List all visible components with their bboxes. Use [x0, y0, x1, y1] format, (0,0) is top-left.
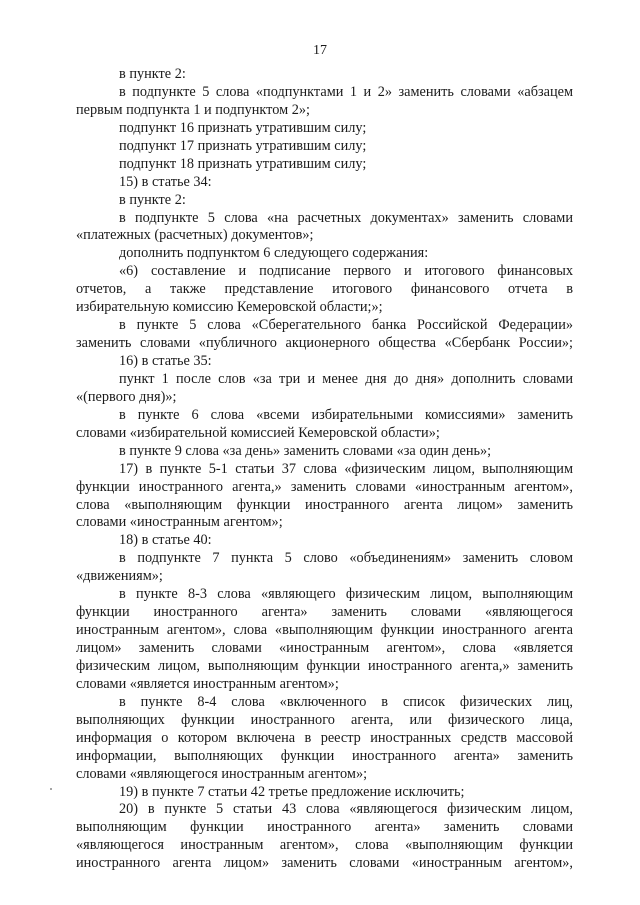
document-body	[76, 66, 573, 873]
text-line: функции иностранного агента» заменить словами «являющегося	[76, 604, 573, 621]
text-line: в пункте 6 слова «всеми избирательными комиссиями» заменить	[119, 406, 573, 423]
text-line: словами «иностранным агентом»;	[76, 514, 283, 531]
text-line: первым подпункта 1 и подпунктом 2»;	[76, 101, 310, 118]
text-line: в подпункте 5 слова «на расчетных документах» заменить словами	[119, 209, 573, 226]
text-line: в пункте 8-4 слова «включенного в список физических лиц,	[119, 693, 573, 710]
text-line: 15) в статье 34:	[119, 173, 212, 190]
text-line: словами «являющегося иностранным агентом»;	[76, 765, 368, 782]
text-line: 17) в пункте 5-1 статьи 37 слова «физическим лицом, выполняющим	[119, 460, 573, 477]
text-line: 20) в пункте 5 статьи 43 слова «являющегося физическим лицом,	[119, 801, 573, 818]
text-line: в подпункте 7 пункта 5 слово «объединениям» заменить словом	[119, 550, 573, 567]
text-line: подпункт 17 признать утратившим силу;	[119, 137, 367, 154]
text-line: «(первого дня)»;	[76, 388, 177, 405]
text-line: 18) в статье 40:	[119, 532, 212, 549]
text-line: «являющегося иностранным агентом», слова «выполняющим функции	[76, 837, 573, 854]
text-line: функции иностранного агента,» заменить словами «иностранным агентом»,	[76, 478, 573, 495]
text-line: выполняющим функции иностранного агента» заменить словами	[76, 819, 573, 836]
text-line: отчетов, а также представление итогового финансового отчета в	[76, 281, 573, 298]
text-line: дополнить подпунктом 6 следующего содержания:	[119, 245, 429, 262]
text-line: пункт 1 после слов «за три и менее дня до дня» дополнить словами	[119, 370, 573, 387]
text-line: «платежных (расчетных) документов»;	[76, 227, 314, 244]
text-line: в пункте 5 слова «Сберегательного банка Российской Федерации»	[119, 317, 573, 334]
text-line: в пункте 2:	[119, 191, 186, 208]
text-line: 16) в статье 35:	[119, 353, 212, 369]
text-line: словами «является иностранным агентом»;	[76, 675, 339, 692]
text-line: физическим лицом, выполняющим функции иностранного агента,» заменить	[76, 657, 573, 674]
text-line: в пункте 8-3 слова «являющего физическим лицом, выполняющим	[119, 586, 573, 603]
text-line: иностранного агента лицом» заменить словами «иностранным агентом»,	[76, 855, 573, 872]
text-line: в подпункте 5 слова «подпунктами 1 и 2» заменить словами «абзацем	[119, 83, 573, 100]
text-line: подпункт 18 признать утратившим силу;	[119, 155, 367, 172]
text-line: заменить словами «публичного акционерного общества «Сбербанк России»;	[76, 335, 573, 352]
page-number: 17	[313, 43, 327, 58]
text-line: информация о котором включена в реестр иностранных средств массовой	[76, 729, 573, 746]
text-line: избирательную комиссию Кемеровской области;»;	[76, 299, 383, 316]
text-line: подпункт 16 признать утратившим силу;	[119, 119, 367, 136]
text-line: лицом» заменить словами «иностранным агентом», слова «является	[76, 640, 573, 656]
text-line: выполняющих функции иностранного агента, или физического лица,	[76, 711, 573, 728]
scan-speck	[50, 788, 52, 790]
text-line: информации, выполняющих функции иностранного агента» заменить	[76, 747, 573, 764]
text-line: «6) составление и подписание первого и итогового финансовых	[119, 263, 573, 280]
text-line: словами «избирательной комиссией Кемеровской области»;	[76, 424, 440, 441]
text-line: слова «выполняющим функции иностранного агента лицом» заменить	[76, 496, 573, 513]
text-line: 19) в пункте 7 статьи 42 третье предложение исключить;	[119, 783, 465, 800]
text-line: в пункте 9 слова «за день» заменить словами «за один день»;	[119, 442, 492, 459]
text-line: «движениям»;	[76, 568, 163, 585]
text-line: в пункте 2:	[119, 66, 186, 82]
text-line: иностранным агентом», слова «выполняющим функции иностранного агента	[76, 622, 573, 639]
